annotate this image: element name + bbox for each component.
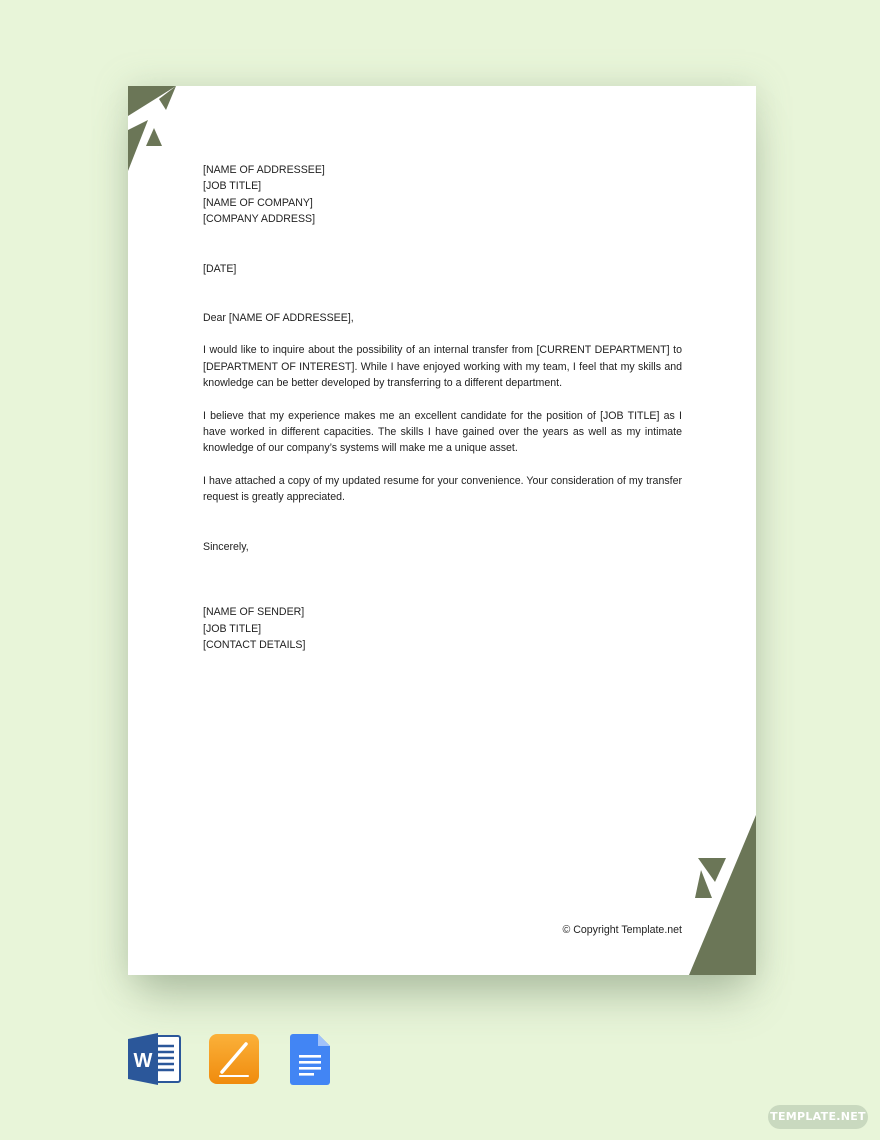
letter-page (128, 86, 756, 975)
letter-date: [DATE] (203, 262, 237, 275)
word-icon[interactable] (128, 1032, 182, 1086)
sender-block (203, 604, 682, 653)
template-net-badge[interactable]: TEMPLATE.NET (768, 1105, 868, 1129)
body-paragraph-2: I believe that my experience makes me an excellent candidate for the position of [JOB TITLE] as I have worked in different capacities. The skills I have gained over the years as well as my intimate knowledge of our company’s systems will make me a unique asset. (203, 409, 682, 455)
sender-job-title: [JOB TITLE] (203, 622, 262, 635)
closing: Sincerely, (203, 540, 249, 553)
addressee-name: [NAME OF ADDRESSEE] (203, 164, 325, 176)
corner-triangles-top-left (128, 86, 178, 176)
body-paragraph-3: I have attached a copy of my updated resume for your convenience. Your consideration of my transfer request is greatly appreciated. (203, 474, 682, 504)
corner-triangles-bottom-right (686, 815, 756, 975)
copyright-notice: © Copyright Template.net (562, 924, 682, 936)
word-icon-letter: W (133, 1050, 153, 1072)
addressee-company: [NAME OF COMPANY] (203, 196, 313, 209)
body-paragraph-1: I would like to inquire about the possibility of an internal transfer from [CURRENT DEPARTMENT] to [DEPARTMENT OF INTEREST]. While I have enjoyed working with my team, I feel that my skills and knowledge can be better developed by transferring to a different department. (203, 344, 682, 390)
addressee-company-address: [COMPANY ADDRESS] (203, 213, 316, 226)
salutation: Dear [NAME OF ADDRESSEE], (203, 312, 354, 325)
sender-contact-details: [CONTACT DETAILS] (203, 638, 306, 651)
pages-icon[interactable] (208, 1032, 260, 1086)
addressee-block (203, 162, 682, 228)
letter-body (203, 162, 682, 653)
addressee-job-title: [JOB TITLE] (203, 180, 262, 193)
sender-name: [NAME OF SENDER] (203, 606, 305, 619)
google-docs-icon[interactable] (290, 1032, 332, 1086)
